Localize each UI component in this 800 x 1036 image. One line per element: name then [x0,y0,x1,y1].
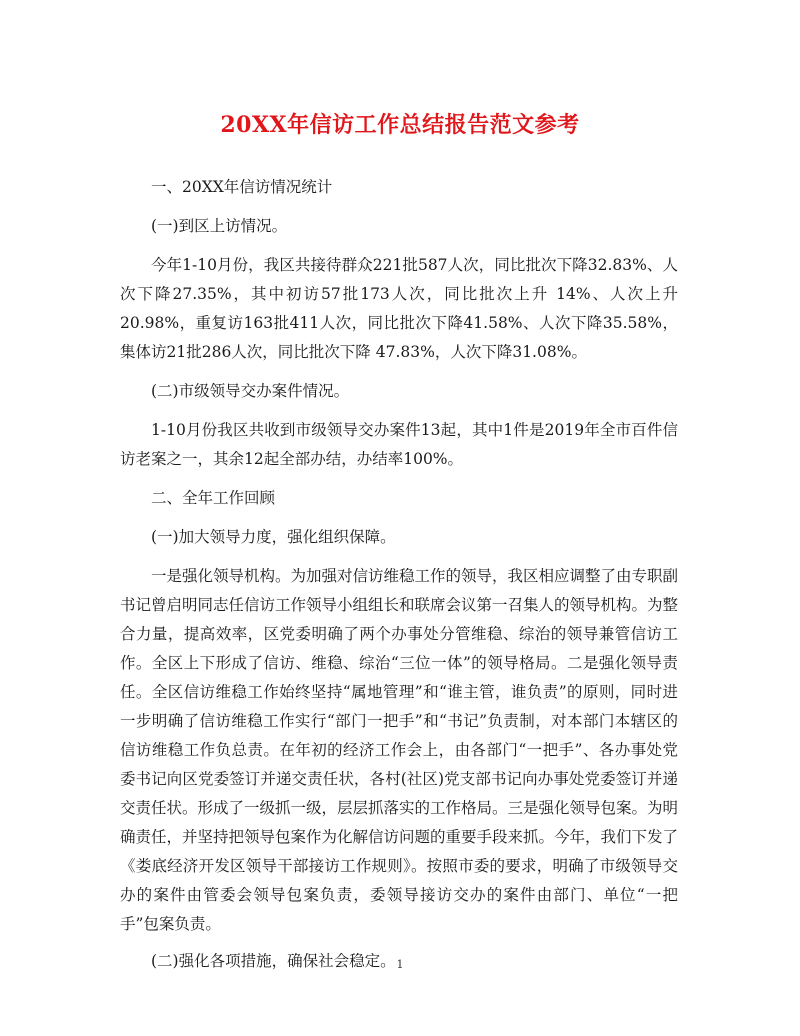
subheading-visits: (一)到区上访情况。 [151,217,288,235]
document-title: 20XX年信访工作总结报告范文参考 [220,112,580,138]
paragraph-visit-stats: 今年1-10月份，我区共接待群众221批587人次，同比批次下降32.83%、人次下降27.35%，其中初访57批173人次，同比批次上升 14%、人次上升20.98%，重复访163批411人次，同比批次下降41.58%、人次下降35.58%，集体访21批286人次，同比批次下降 47.83%，人次下降31.08%。 [120,256,678,361]
paragraph-leader-cases: 1-10月份我区共收到市级领导交办案件13起，其中1件是2019年全市百件信访老案之一，其余12起全部办结，办结率100%。 [120,421,678,468]
subheading-leader-cases: (二)市级领导交办案件情况。 [151,382,350,400]
document-body [120,173,678,986]
paragraph-leadership: 一是强化领导机构。为加强对信访维稳工作的领导，我区相应调整了由专职副书记曾启明同志任信访工作领导小组组长和联席会议第一召集人的领导机构。为整合力量，提高效率，区党委明确了两个办事处分管维稳、综治的领导兼管信访工作。全区上下形成了信访、维稳、综治“三位一体”的领导格局。二是强化领导责任。全区信访维稳工作始终坚持“属地管理”和“谁主管，谁负责”的原则，同时进一步明确了信访维稳工作实行“部门一把手”和“书记”负责制，对本部门本辖区的信访维稳工作负总责。在年初的经济工作会上，由各部门“一把手”、各办事处党委书记向区党委签订并递交责任状，各村(社区)党支部书记向办事处党委签订并递交责任状。形成了一级抓一级，层层抓落实的工作格局。三是强化领导包案。为明确责任，并坚持把领导包案作为化解信访问题的重要手段来抓。今年，我们下发了《娄底经济开发区领导干部接访工作规则》。按照市委的要求，明确了市级领导交办的案件由管委会领导包案负责，委领导接访交办的案件由部门、单位“一把手”包案负责。 [120,567,679,933]
subheading-measures: (二)强化各项措施，确保社会稳定。 [151,952,396,970]
heading-section-2: 二、全年工作回顾 [151,489,276,507]
page-number: 1 [396,958,404,971]
subheading-leadership: (一)加大领导力度，强化组织保障。 [151,528,396,546]
heading-section-1: 一、20XX年信访情况统计 [151,178,333,196]
